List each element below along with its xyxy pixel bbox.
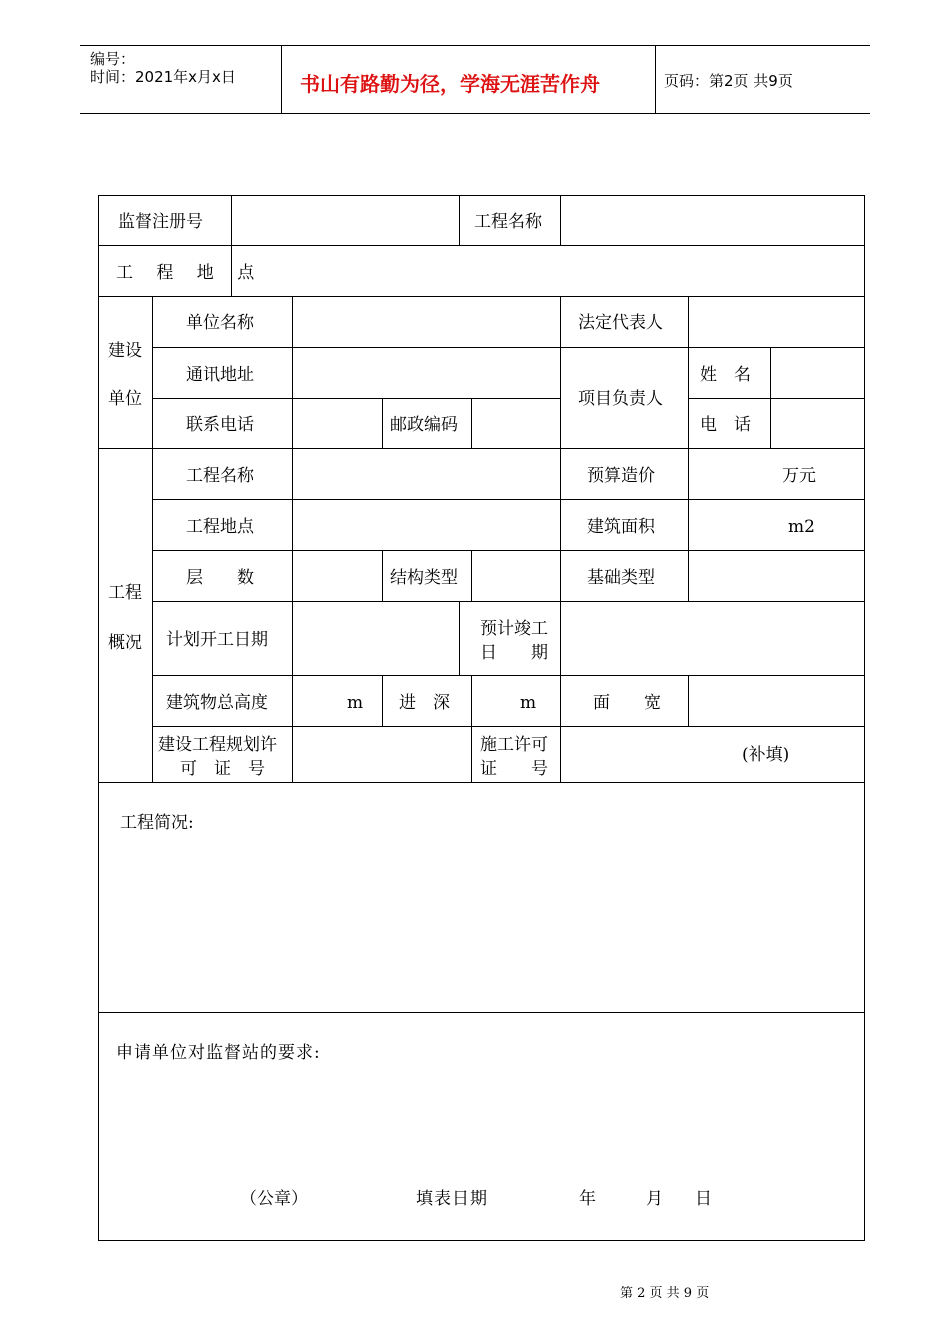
depth-unit: m xyxy=(520,693,537,713)
area-label: 建筑面积 xyxy=(587,517,655,537)
planning-permit-label: 可 证 号 xyxy=(180,759,265,779)
supplement-note: (补填) xyxy=(742,745,790,765)
fill-date-label: 填表日期 xyxy=(416,1189,488,1209)
serial-label: 编号： xyxy=(90,50,136,68)
lead-name-label: 姓 名 xyxy=(700,365,751,385)
depth-label: 进 深 xyxy=(399,693,450,713)
structure-label: 结构类型 xyxy=(390,568,458,588)
requirements-label: 申请单位对监督站的要求: xyxy=(116,1043,321,1063)
construction-permit-label: 证 号 xyxy=(480,759,548,779)
lead-tel-label: 电 话 xyxy=(700,415,751,435)
overview-project-name-label: 工程名称 xyxy=(186,466,254,486)
header-motto: 书山有路勤为径，学海无涯苦作舟 xyxy=(300,72,600,96)
legal-rep-label: 法定代表人 xyxy=(578,313,663,333)
expected-finish-label: 预计竣工 xyxy=(480,619,548,639)
time-label: 时间：2021年x月x日 xyxy=(90,68,236,86)
project-name-label: 工程名称 xyxy=(474,212,542,232)
project-location-label: 工 程 地 点 xyxy=(116,263,264,283)
construction-permit-label: 施工许可 xyxy=(480,735,548,755)
expected-finish-label: 日 期 xyxy=(480,643,548,663)
supervision-reg-no-label: 监督注册号 xyxy=(118,212,203,232)
address-label: 通讯地址 xyxy=(186,365,254,385)
unit-name-label: 单位名称 xyxy=(186,313,254,333)
floors-label: 层 数 xyxy=(186,568,254,588)
phone-label: 联系电话 xyxy=(186,415,254,435)
page-footer: 第 2 页 共 9 页 xyxy=(620,1286,710,1301)
budget-label: 预算造价 xyxy=(587,466,655,486)
seal-label: （公章） xyxy=(240,1189,308,1209)
header-top-rule xyxy=(80,45,870,46)
total-height-label: 建筑物总高度 xyxy=(166,693,268,713)
brief-label: 工程简况: xyxy=(120,813,194,833)
month-label: 月 xyxy=(646,1189,663,1209)
builder-section-label: 单位 xyxy=(108,389,142,409)
plan-start-label: 计划开工日期 xyxy=(166,630,268,650)
width-label: 面 宽 xyxy=(593,693,661,713)
builder-section-label: 建设 xyxy=(108,341,142,361)
page-number-label: 页码：第2页 共9页 xyxy=(664,72,793,90)
project-lead-label: 项目负责人 xyxy=(578,389,663,409)
header-divider xyxy=(281,45,282,113)
area-unit: m2 xyxy=(788,517,815,537)
year-label: 年 xyxy=(579,1189,596,1209)
day-label: 日 xyxy=(695,1189,712,1209)
postcode-label: 邮政编码 xyxy=(390,415,458,435)
overview-section-label: 概况 xyxy=(108,633,142,653)
header-bottom-rule xyxy=(80,113,870,114)
overview-section-label: 工程 xyxy=(108,583,142,603)
planning-permit-label: 建设工程规划许 xyxy=(158,735,277,755)
header-divider xyxy=(655,45,656,113)
budget-unit: 万元 xyxy=(782,466,816,486)
foundation-label: 基础类型 xyxy=(587,568,655,588)
height-unit: m xyxy=(347,693,364,713)
overview-location-label: 工程地点 xyxy=(186,517,254,537)
